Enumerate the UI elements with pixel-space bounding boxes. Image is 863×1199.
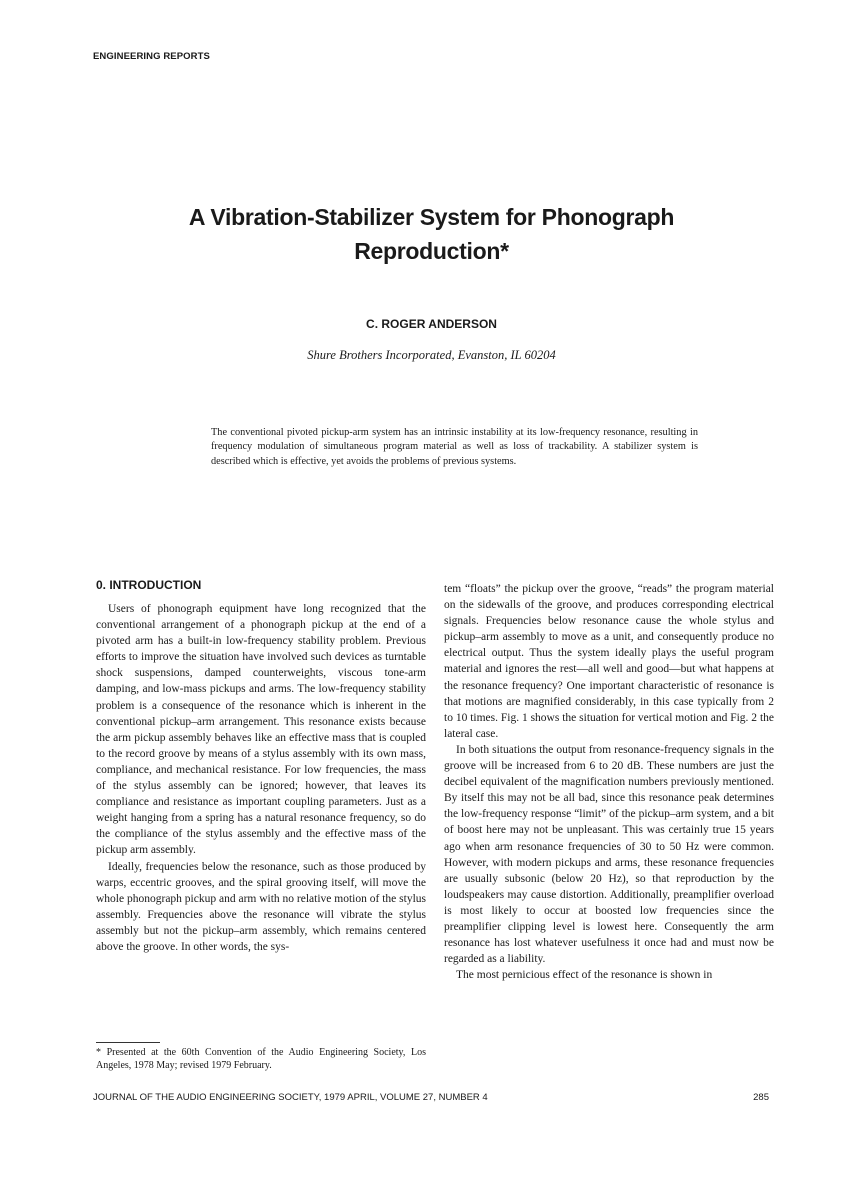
author-name: C. ROGER ANDERSON — [366, 317, 497, 331]
author-affiliation: Shure Brothers Incorporated, Evanston, IL 60204 — [307, 348, 556, 362]
right-column — [444, 581, 774, 983]
paper-title: A Vibration-Stabilizer System for Phonograph Reproduction* — [188, 204, 675, 264]
page-number: 285 — [753, 1092, 769, 1103]
paragraph: In both situations the output from resonance-frequency signals in the groove will be increased from 6 to 20 dB. These numbers are just the decibel equivalent of the magnification numbers previously mentioned. By itself this may not be all bad, since this resonance peak determines the low-frequency response “limit” of the pickup–arm system, and a bit of boost here may not be unpleasant. This was certainly true 15 years ago when arm resonance frequencies of 30 to 50 Hz were common. However, with modern pickups and arms, these resonance frequencies are usually subsonic (below 20 Hz), so that reproduction by the loudspeakers may cause distortion. Additionally, preamplifier overload is most likely to occur at boosted low frequencies since the preamplifier clipping level is lowest here. Consequently the arm resonance has lost whatever usefulness it once had and must now be regarded as a liability. — [444, 743, 774, 966]
paragraph: tem “floats” the pickup over the groove, “reads” the program material on the sidewalls of the groove, and produces corresponding electrical signals. Frequencies below resonance cause the whole stylus and pickup–arm assembly to move as a unit, and consequently produce no electrical output. Thus the system ideally plays the useful program material and ignores the rest—all well and good—but what happens at the resonance frequency? One important characteristic of resonance is that motions are magnified considerably, in this case typically from 2 to 10 times. Fig. 1 shows the situation for vertical motion and Fig. 2 the lateral case. — [444, 583, 774, 740]
abstract: The conventional pivoted pickup-arm system has an intrinsic instability at its low-frequency resonance, resulting in frequency modulation of simultaneous program material as well as loss of trackability. A stabilizer system is described which is effective, yet avoids the problems of previous systems. — [211, 427, 698, 467]
footnote-divider — [96, 1042, 160, 1043]
journal-footer: JOURNAL OF THE AUDIO ENGINEERING SOCIETY, 1979 APRIL, VOLUME 27, NUMBER 4 — [93, 1092, 488, 1103]
paragraph: Ideally, frequencies below the resonance, such as those produced by warps, eccentric grooves, and the spiral grooving itself, will move the whole phonograph pickup and arm with no relative motion of the stylus assembly. Frequencies above the resonance will vibrate the stylus assembly but not the pickup–arm assembly, which remains centered above the groove. In other words, the sys- — [96, 860, 426, 953]
left-column — [96, 601, 426, 955]
paragraph: The most pernicious effect of the resonance is shown in — [456, 969, 713, 982]
footnote: * Presented at the 60th Convention of the Audio Engineering Society, Los Angeles, 1978 May; revised 1979 February. — [96, 1047, 426, 1071]
section-heading: 0. INTRODUCTION — [96, 578, 202, 592]
running-header: ENGINEERING REPORTS — [93, 51, 210, 62]
paragraph: Users of phonograph equipment have long recognized that the conventional arrangement of a phonograph pickup at the end of a pivoted arm has a built-in low-frequency stability problem. Previous efforts to improve the situation have involved such devices as turntable shock suspensions, damped counterweights, viscous tone-arm damping, and low-mass pickups and arms. The low-frequency stability problem is a consequence of the resonance which is inherent in the conventional pickup–arm arrangement. This resonance exists because the arm pickup assembly behaves like an effective mass that is coupled to the record groove by means of a stylus assembly with its own mass, compliance, and mechanical resistance. For low frequencies, the mass of the stylus assembly can be ignored; however, that leaves its compliance and resistance as important coupling parameters. Just as a weight hanging from a spring has a natural resonance frequency, so do the compliance of the stylus assembly and the effective mass of the pickup arm assembly. — [96, 603, 426, 857]
